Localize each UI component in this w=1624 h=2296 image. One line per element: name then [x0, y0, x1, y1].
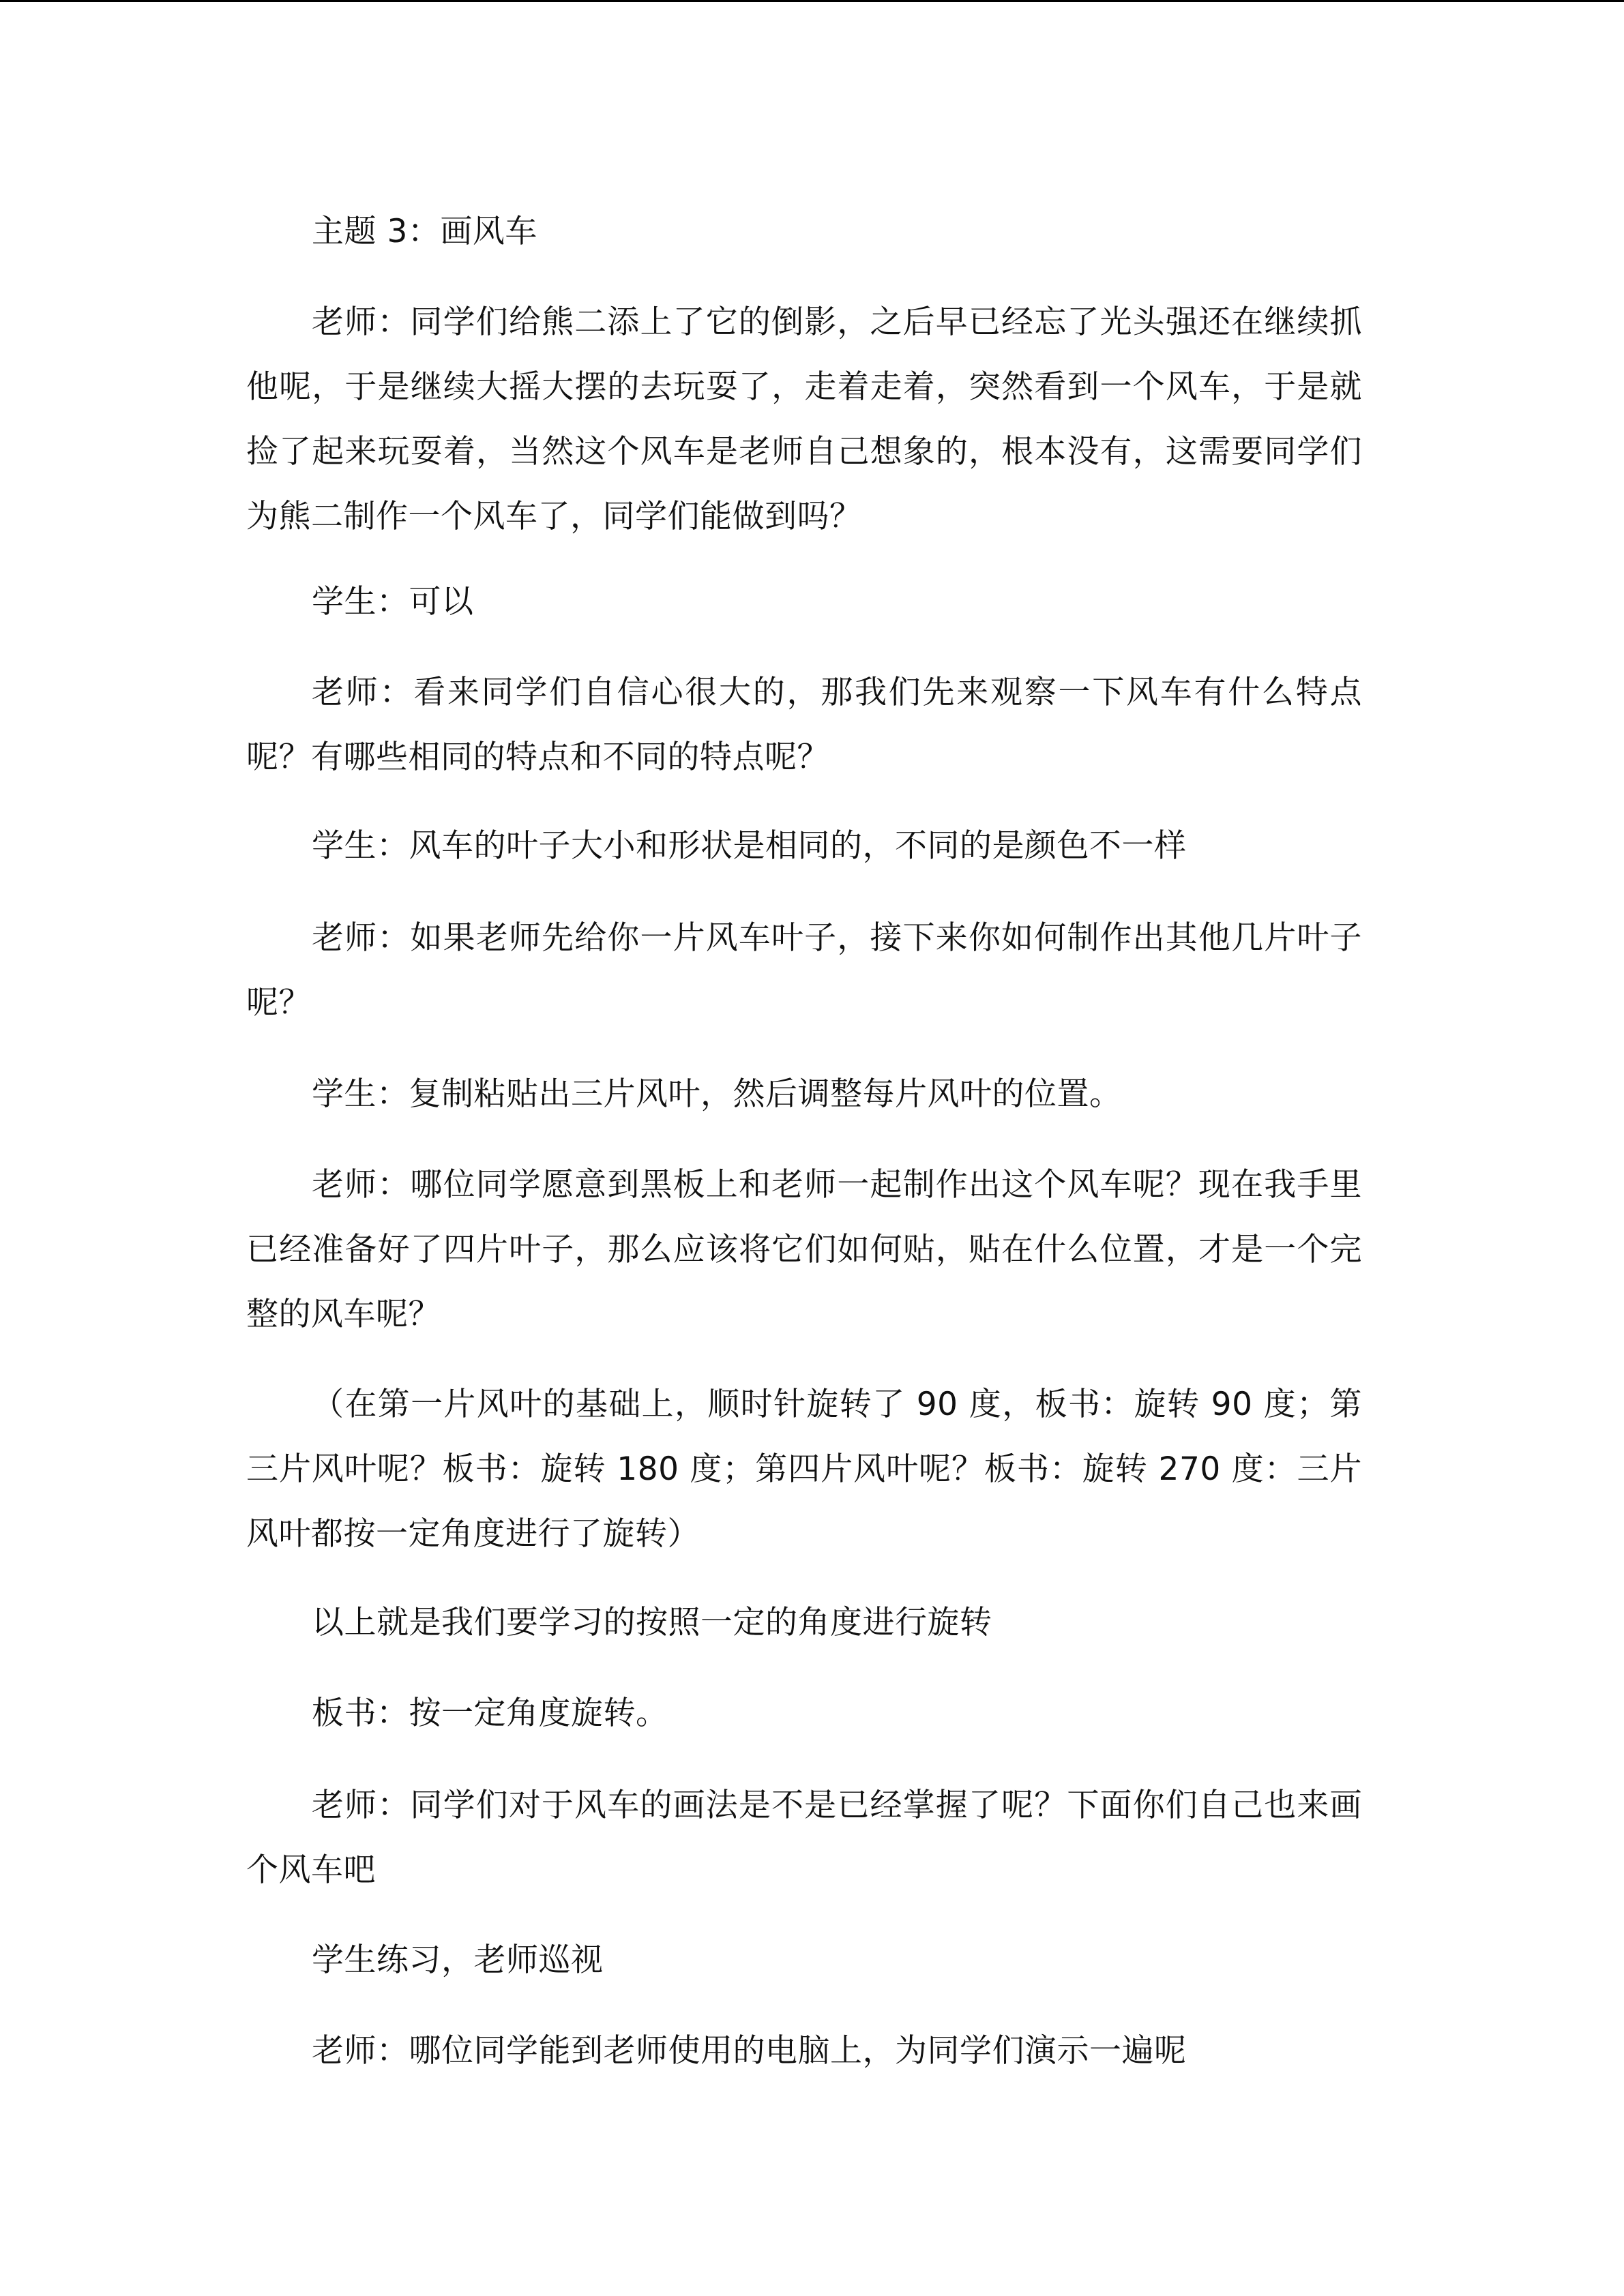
paragraph-teacher-blackboard: 老师：哪位同学愿意到黑板上和老师一起制作出这个风车呢？现在我手里已经准备好了四片叶子，那么应该将它们如何贴，贴在什么位置，才是一个完整的风车呢？ [246, 1166, 1362, 1333]
paragraph-rotation-notes: （在第一片风叶的基础上，顺时针旋转了 90 度，板书：旋转 90 度；第三片风叶呢？板书：旋转 180 度；第四片风叶呢？板书：旋转 270 度：三片风叶都按一定角度进行了旋转） [246, 1386, 1362, 1553]
paragraph-student-copy: 学生：复制粘贴出三片风叶，然后调整每片风叶的位置。 [312, 1075, 1122, 1113]
paragraph-teacher-demo: 老师：哪位同学能到老师使用的电脑上，为同学们演示一遍呢 [312, 2032, 1187, 2070]
paragraph-teacher-practice: 老师：同学们对于风车的画法是不是已经掌握了呢？下面你们自己也来画个风车吧 [246, 1787, 1362, 1889]
paragraph-student-features: 学生：风车的叶子大小和形状是相同的，不同的是颜色不一样 [312, 827, 1187, 865]
paragraph-summary: 以上就是我们要学习的按照一定的角度进行旋转 [312, 1604, 992, 1641]
section-heading: 主题 3：画风车 [312, 213, 537, 250]
paragraph-teacher-intro: 老师：同学们给熊二添上了它的倒影，之后早已经忘了光头强还在继续抓他呢，于是继续大摇大摆的去玩耍了，走着走着，突然看到一个风车，于是就捡了起来玩耍着，当然这个风车是老师自己想象的，根本没有，这需要同学们为熊二制作一个风车了，同学们能做到吗？ [246, 303, 1362, 535]
paragraph-teacher-question: 老师：如果老师先给你一片风车叶子，接下来你如何制作出其他几片叶子呢？ [246, 919, 1362, 1022]
paragraph-student-reply: 学生：可以 [312, 583, 474, 621]
document-page [246, 0, 1362, 2296]
paragraph-student-practice: 学生练习，老师巡视 [312, 1941, 604, 1979]
paragraph-teacher-observe: 老师：看来同学们自信心很大的，那我们先来观察一下风车有什么特点呢？有哪些相同的特点和不同的特点呢？ [246, 674, 1362, 776]
paragraph-board-note: 板书：按一定角度旋转。 [312, 1695, 668, 1732]
